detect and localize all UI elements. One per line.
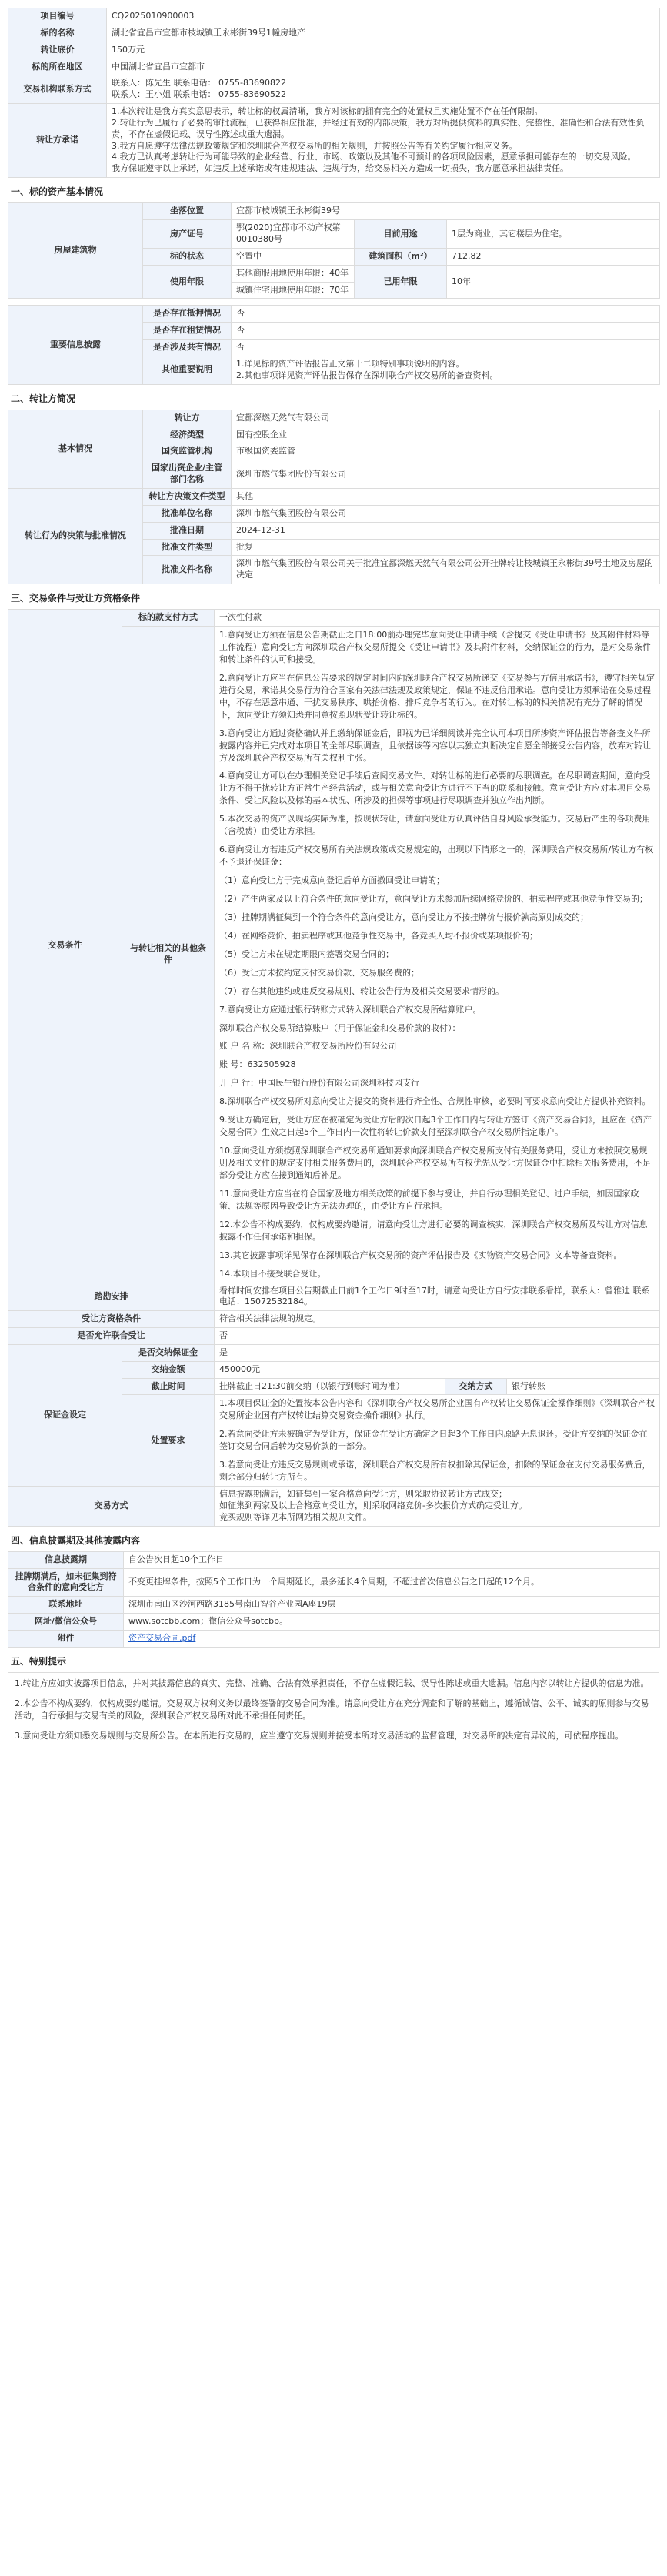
deposit-deadline-value: 挂牌截止日21:30前交纳（以银行到账时间为准）: [215, 1378, 445, 1395]
transaction-method-label: 交易方式: [8, 1487, 215, 1527]
parent-company-value: 深圳市燃气集团股份有限公司: [232, 460, 660, 489]
decision-type-value: 其他: [232, 489, 660, 506]
qualification-value: 符合相关法律法规的规定。: [215, 1311, 660, 1328]
used-years-value: 10年: [447, 265, 660, 299]
deposit-amount-label: 交纳金额: [122, 1361, 215, 1378]
contact-row: [8, 75, 660, 104]
condition-item: 2.意向受让方应当在信息公告要求的规定时间内向深圳联合产权交易所递交《交易参与方信用承诺书》，遵守相关规定进行交易，承诺其交易行为符合国家有关法律法规及政策规定，保证不违反信用承诺。意向受让方须承诺在交易过程中，不存在恶意串通、干扰交易秩序、哄抬价格、排斥竞争者的行为。在对转让标的的相关情况有充分了解的情况下，意向受让方须知悉并同意按照现状受让转让标的。: [219, 672, 655, 720]
use-label: 目前用途: [355, 220, 447, 249]
condition-item: 5.本次交易的资产以现场实际为准，按现状转让，请意向受让方认真评估自身风险承受能力。交易后产生的各项费用（含税费）由受让方承担。: [219, 814, 651, 837]
cert-label: 房产证号: [143, 220, 232, 249]
attachment-cell: [124, 1631, 660, 1648]
approver-label: 批准单位名称: [143, 505, 232, 522]
building-location-value: 宜都市枝城镇王永彬街39号: [232, 203, 660, 220]
asset-info-table: [8, 202, 660, 299]
condition-item: （3）挂牌期满征集到一个符合条件的意向受让方，意向受让方不按挂牌价与报价孰高原则成交的；: [219, 912, 589, 922]
deposit-method-value: 银行转账: [507, 1378, 660, 1395]
co-ownership-value: 否: [232, 340, 660, 356]
condition-item: 12.本公告不构成要约，仅构成要约邀请。请意向受让方进行必要的调查核实，深圳联合产权交易所及转让方对信息披露不作任何承诺和担保。: [219, 1219, 648, 1242]
condition-item: （6）受让方未按约定支付交易价款、交易服务费的；: [219, 967, 419, 978]
transferor-label: 转让方: [143, 410, 232, 427]
other-notes-label: 其他重要说明: [143, 356, 232, 384]
deposit-handling-item: 2.若意向受让方未被确定为受让方，保证金在受让方确定之日起3个工作日内原路无息退还。受让方交纳的保证金在签订交易合同后转为交易价款的一部分。: [219, 1429, 648, 1452]
disclosure-table: [8, 305, 660, 384]
location-row: [8, 59, 660, 75]
condition-item: 开 户 行：中国民生银行股份有限公司深圳科技园支行: [219, 1078, 419, 1089]
payment-method-row: [8, 610, 660, 627]
project-no-value: CQ2025010900003: [107, 8, 660, 25]
reserve-price-row: [8, 42, 660, 59]
deposit-handling-label: 处置要求: [122, 1395, 215, 1487]
economic-type-label: 经济类型: [143, 427, 232, 443]
decision-label: 转让行为的决策与批准情况: [8, 489, 143, 584]
contact-line: 联系人：王小姐 联系电话： 0755-83690522: [112, 89, 286, 100]
qualification-row: [8, 1311, 660, 1328]
approval-doc-type-value: 批复: [232, 539, 660, 556]
decision-type-row: [8, 489, 660, 506]
viewing-value: 看样时间安排在项目公告期截止日前1个工作日9时至17时，请意向受让方自行安排联系看样，联系人：曾雅迪 联系电话：15072532184。: [215, 1283, 660, 1311]
deposit-amount-value: 450000元: [215, 1361, 660, 1378]
commitment-line: 1.本次转让是我方真实意思表示，转让标的权属清晰，我方对该标的拥有完全的处置权且实施处置不存在任何限制。: [112, 106, 543, 117]
disclosure-period-label: 信息披露期: [8, 1551, 124, 1568]
address-value: 深圳市南山区沙河西路3185号南山智谷产业园A座19层: [124, 1597, 660, 1614]
commitment-value: [107, 104, 660, 178]
condition-item: （5）受让方未在规定期限内签署交易合同的；: [219, 948, 394, 959]
other-note-line: 2.其他事项详见资产评估报告保存在深圳联合产权交易所的备查资料。: [236, 370, 499, 380]
building-location-label: 坐落位置: [143, 203, 232, 220]
commitment-line: 我方保证遵守以上承诺，如违反上述承诺或有违规违法、违规行为，给交易相关方造成一切损失，我方愿意承担法律责任。: [112, 163, 569, 174]
condition-item: 4.意向受让方可以在办理相关登记手续后查阅交易文件、对转让标的进行必要的尽职调查。在尽职调查期间，意向受让方不得干扰转让方正常生产经营活动，或与相关意向受让方进行不正当的联系和接触。意向受让方应对本项目交易条件、受让风险以及标的基本状况、所涉及的担保等事项进行尽职调查并独立作出判断。: [219, 771, 651, 806]
approval-doc-type-label: 批准文件类型: [143, 539, 232, 556]
other-notes-value: [232, 356, 660, 384]
condition-item: 账 户 名 称：深圳联合产权交易所股份有限公司: [219, 1041, 397, 1052]
cert-value: 鄂(2020)宜都市不动产权第0010380号: [232, 220, 355, 249]
viewing-label: 踏勘安排: [8, 1283, 215, 1311]
special-notice-item: 2.本公告不构成要约，仅构成要约邀请。交易双方权利义务以最终签署的交易合同为准。请意向受让方在充分调查和了解的基础上，遵循诚信、公平、诚实的原则参与交易活动，自行承担与交易有关的风险，深圳联合产权交易所对此不承担任何责任。: [15, 1698, 649, 1721]
joint-transfer-label: 是否允许联合受让: [8, 1328, 215, 1345]
asset-name-label: 标的名称: [8, 25, 107, 42]
transaction-method-row: [8, 1487, 660, 1527]
location-value: 中国湖北省宜昌市宜都市: [107, 59, 660, 75]
condition-item: 7.意向受让方应通过银行转账方式转入深圳联合产权交易所结算账户。: [219, 1004, 482, 1015]
condition-item: 13.其它披露事项详见保存在深圳联合产权交易所的资产评估报告及《实物资产交易合同》文本等备查资料。: [219, 1250, 622, 1260]
other-conditions-value: [215, 627, 660, 1283]
deposit-handling-item: 3.若意向受让方违反交易规则或承诺，深圳联合产权交易所有权扣除其保证金，扣除的保证金在支付交易服务费后，剩余部分归转让方所有。: [219, 1460, 651, 1483]
deposit-handling-value: [215, 1395, 660, 1487]
deposit-required-value: 是: [215, 1344, 660, 1361]
commitment-line: 2.转让行为已履行了必要的审批流程，已获得相应批准，并经过有效的内部决策，我方对所提供资料的真实性、完整性、准确性和合法有效性负责，不存在虚假记载、误导性陈述或重大遗漏。: [112, 117, 645, 139]
co-ownership-label: 是否涉及共有情况: [143, 340, 232, 356]
status-value: 空置中: [232, 248, 355, 265]
other-note-line: 1.详见标的资产评估报告正文第十二项特别事项说明的内容。: [236, 358, 465, 369]
deposit-label: 保证金设定: [8, 1344, 122, 1486]
reserve-price-value: 150万元: [107, 42, 660, 59]
disclosure-label: 重要信息披露: [8, 306, 143, 384]
years-residential-value: 城镇住宅用地使用年限：70年: [232, 282, 355, 299]
condition-item: 10.意向受让方须按照深圳联合产权交易所通知要求向深圳联合产权交易所支付有关服务费用，受让方未按照交易规则及相关文件的规定支付相关服务费用的，深圳联合产权交易所有权优先从受让方保证金中扣除相关服务费用，不足部分受让方应在接到通知后补足。: [219, 1146, 651, 1180]
payment-method-value: 一次性付款: [215, 610, 660, 627]
condition-item: 3.意向受让方通过资格确认并且缴纳保证金后，即视为已详细阅读并完全认可本项目所涉资产评估报告等备查文件所披露内容并已完成对本项目的全部尽职调查，且依据该等内容以其独立判断决定自愿全部接受公告内容，放弃对转让方及深圳联合产权交易所有关权利主张。: [219, 728, 651, 763]
building-label: 房屋建筑物: [8, 203, 143, 299]
condition-item: 1.意向受让方须在信息公告期截止之日18:00前办理完毕意向受让申请手续（含提交《受让申请书》及其附件材料等工作流程）意向受让方向深圳联合产权交易所提交《受让申请书》及其附件材料，交纳保证金的行为，是对交易条件和转让条件的认可和接受。: [219, 630, 651, 664]
attachment-row: [8, 1631, 660, 1648]
parent-company-label: 国家出资企业/主管部门名称: [143, 460, 232, 489]
basic-info-label: 基本情况: [8, 410, 143, 488]
asset-name-row: [8, 25, 660, 42]
payment-method-label: 标的款支付方式: [122, 610, 215, 627]
years-commercial-value: 其他商服用地使用年限：40年: [232, 265, 355, 282]
transaction-method-line: 如征集到两家及以上合格意向受让方，则采取网络竞价-多次报价方式确定受让方。: [219, 1500, 527, 1510]
mortgage-value: 否: [232, 306, 660, 323]
address-row: [8, 1597, 660, 1614]
commitment-row: [8, 104, 660, 178]
used-years-label: 已用年限: [355, 265, 447, 299]
reserve-price-label: 转让底价: [8, 42, 107, 59]
area-label: 建筑面积（m²）: [355, 248, 447, 265]
condition-item: 深圳联合产权交易所结算账户（用于保证金和交易价款的收付）：: [219, 1022, 461, 1033]
condition-item: 14.本项目不接受联合受让。: [219, 1268, 326, 1279]
transaction-method-line: 竞买规则等详见本所网站相关规则文件。: [219, 1511, 372, 1522]
mortgage-label: 是否存在抵押情况: [143, 306, 232, 323]
disclosure-period-row: [8, 1551, 660, 1568]
condition-item: 账 号：632505928: [219, 1059, 296, 1070]
project-no-row: [8, 8, 660, 25]
website-value: www.sotcbb.com；微信公众号sotcbb。: [124, 1614, 660, 1631]
deposit-method-label: 交纳方式: [445, 1378, 507, 1395]
approval-doc-name-value: 深圳市燃气集团股份有限公司关于批准宜都深燃天然气有限公司公开挂牌转让枝城镇王永彬街39号土地及房屋的决定: [232, 556, 660, 584]
contact-line: 联系人：陈先生 联系电话： 0755-83690822: [112, 78, 286, 89]
no-buyer-value: 不变更挂牌条件，按照5个工作日为一个周期延长，最多延长4个周期，不超过首次信息公告之日起的12个月。: [124, 1568, 660, 1597]
approval-date-label: 批准日期: [143, 522, 232, 539]
deposit-required-row: [8, 1344, 660, 1361]
lease-value: 否: [232, 323, 660, 340]
location-label: 标的所在地区: [8, 59, 107, 75]
project-no-label: 项目编号: [8, 8, 107, 25]
condition-item: （1）意向受让方于完成意向登记后单方面撤回受让申请的；: [219, 875, 445, 886]
commitment-line: 4.我方已认真考虑转让行为可能导致的企业经营、行业、市场、政策以及其他不可预计的各项风险因素，愿意承担可能存在的一切交易风险。: [112, 152, 636, 162]
status-label: 标的状态: [143, 248, 232, 265]
transferor-table: [8, 410, 660, 584]
address-label: 联系地址: [8, 1597, 124, 1614]
commitment-label: 转让方承诺: [8, 104, 107, 178]
transaction-method-value: [215, 1487, 660, 1527]
condition-item: （2）产生两家及以上符合条件的意向受让方，意向受让方未参加后续网络竞价的、拍卖程序或其他竞争性交易的；: [219, 893, 648, 904]
building-location-row: [8, 203, 660, 220]
regulator-value: 市级国资委监管: [232, 443, 660, 460]
commitment-line: 3.我方自愿遵守法律法规政策规定和深圳联合产权交易所的相关规则，并按照公告等有关约定履行相应义务。: [112, 140, 518, 151]
joint-transfer-value: 否: [215, 1328, 660, 1345]
attachment-link[interactable]: 资产交易合同.pdf: [128, 1633, 196, 1643]
disclosure-period-value: 自公告次日起10个工作日: [124, 1551, 660, 1568]
decision-type-label: 转让方决策文件类型: [143, 489, 232, 506]
section1-title: 一、标的资产基本情况: [11, 186, 104, 198]
mortgage-row: [8, 306, 660, 323]
no-buyer-label: 挂牌期满后，如未征集到符合条件的意向受让方: [8, 1568, 124, 1597]
transaction-method-line: 信息披露期满后，如征集到一家合格意向受让方，则采取协议转让方式成交；: [219, 1489, 507, 1500]
contact-label: 交易机构联系方式: [8, 75, 107, 104]
deposit-required-label: 是否交纳保证金: [122, 1344, 215, 1361]
deposit-deadline-label: 截止时间: [122, 1378, 215, 1395]
use-value: 1层为商业，其它楼层为住宅。: [447, 220, 660, 249]
section5-title: 五、特别提示: [11, 1655, 67, 1667]
years-label: 使用年限: [143, 265, 232, 299]
lease-label: 是否存在租赁情况: [143, 323, 232, 340]
no-buyer-row: [8, 1568, 660, 1597]
condition-item: （7）存在其他违约或违反交易规则、转让公告行为及相关交易要求情形的。: [219, 985, 504, 996]
area-value: 712.82: [447, 248, 660, 265]
approver-value: 深圳市燃气集团股份有限公司: [232, 505, 660, 522]
viewing-row: [8, 1283, 660, 1311]
attachment-label: 附件: [8, 1631, 124, 1648]
qualification-label: 受让方资格条件: [8, 1311, 215, 1328]
economic-type-value: 国有控股企业: [232, 427, 660, 443]
website-label: 网址/微信公众号: [8, 1614, 124, 1631]
special-notice-item: 3.意向受让方须知悉交易规则与交易所公告。在本所进行交易的，应当遵守交易规则并接受本所对交易活动的监督管理，对交易所的决定有异议的，可依程序提出。: [15, 1730, 624, 1741]
special-notice-box: [8, 1672, 659, 1755]
section3-title: 三、交易条件与受让方资格条件: [11, 593, 141, 604]
special-notice-item: 1.转让方应如实披露项目信息，并对其披露信息的真实、完整、准确、合法有效承担责任，不存在虚假记载、误导性陈述或重大遗漏。信息内容以转让方提供的信息为准。: [15, 1678, 649, 1689]
approval-doc-name-label: 批准文件名称: [143, 556, 232, 584]
condition-item: （4）在网络竞价、拍卖程序或其他竞争性交易中，各竞买人均不报价或某项报价的；: [219, 930, 538, 941]
condition-item: 9.受让方确定后，受让方应在被确定为受让方后的次日起3个工作日内与转让方签订《资产交易合同》，且应在《资产交易合同》生效之日起5个工作日内一次性将转让价款支付至深圳联合产权交易所指定账户。: [219, 1115, 652, 1138]
contact-value: [107, 75, 660, 104]
section4-title: 四、信息披露期及其他披露内容: [11, 1534, 141, 1546]
deposit-handling-item: 1.本项目保证金的处置按本公告内容和《深圳联合产权交易所企业国有产权转让交易保证金操作细则》《深圳联合产权交易所企业国有产权转让结算交易资金操作细则》执行。: [219, 1398, 655, 1421]
trade-conditions-label: 交易条件: [8, 610, 122, 1283]
section2-title: 二、转让方简况: [11, 393, 76, 404]
disclosure-period-table: [8, 1551, 660, 1648]
condition-item: 8.深圳联合产权交易所对意向受让方提交的资料进行齐全性、合规性审核，必要时可要求意向受让方提供补充资料。: [219, 1096, 651, 1107]
transferor-row: [8, 410, 660, 427]
transferor-value: 宜都深燃天然气有限公司: [232, 410, 660, 427]
regulator-label: 国资监管机构: [143, 443, 232, 460]
condition-item: 6.意向受让方若违反产权交易所有关法规政策或交易规定的，出现以下情形之一的，深圳联合产权交易所/转让方有权不予退还保证金：: [219, 845, 654, 868]
joint-transfer-row: [8, 1328, 660, 1345]
condition-item: 11.意向受让方应当在符合国家及地方相关政策的前提下参与受让，并自行办理相关登记、过户手续，如因国家政策、法规等原因导致受让方无法办理的，由受让方自行承担。: [219, 1188, 639, 1211]
website-row: [8, 1614, 660, 1631]
asset-name-value: 湖北省宜昌市宜都市枝城镇王永彬街39号1幢房地产: [107, 25, 660, 42]
approval-date-value: 2024-12-31: [232, 522, 660, 539]
project-summary-table: [8, 8, 660, 178]
other-conditions-label: 与转让相关的其他条件: [122, 627, 215, 1283]
conditions-table: [8, 609, 660, 1526]
